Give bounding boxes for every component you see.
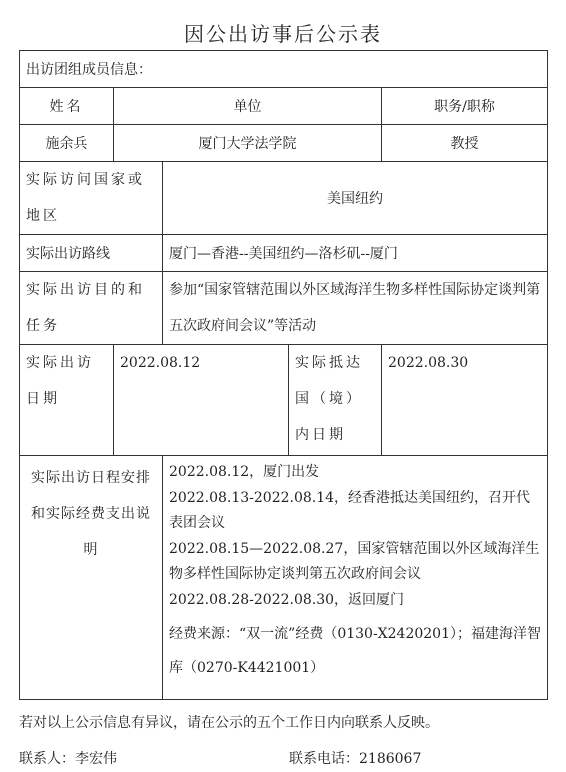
contact-person: 联系人：李宏伟 [19,751,117,767]
members-header: 出访团组成员信息： [20,51,548,88]
route-row [20,235,548,272]
country-value: 美国纽约 [163,162,548,235]
name-column-header: 姓名 [20,88,114,125]
member-row [20,125,548,162]
columns-header-row [20,88,548,125]
departure-date-label: 实际出访日期 [20,345,114,456]
route-label: 实际出访路线 [20,235,163,272]
unit-column-header: 单位 [114,88,382,125]
schedule-line-3: 2022.08.15—2022.08.27，国家管辖范围以外区域海洋生物多样性国际协定谈判第五次政府间会议 [169,540,540,582]
contact-phone: 联系电话：2186067 [289,751,422,767]
dates-row [20,345,548,456]
arrival-date-value: 2022.08.30 [382,345,548,456]
disclosure-table [19,50,548,700]
route-value: 厦门—香港--美国纽约—洛杉矶--厦门 [163,235,548,272]
schedule-label: 实际出访日程安排和实际经费支出说明 [20,456,163,700]
member-unit: 厦门大学法学院 [114,125,382,162]
purpose-value: 参加“国家管辖范围以外区域海洋生物多样性国际协定谈判第五次政府间会议”等活动 [163,272,548,345]
arrival-date-label: 实际抵达国（境）内日期 [289,345,382,456]
departure-date-value: 2022.08.12 [114,345,289,456]
schedule-line-4: 2022.08.28-2022.08.30，返回厦门 [169,591,405,608]
purpose-row [20,272,548,345]
schedule-line-2: 2022.08.13-2022.08.14，经香港抵达美国纽约，召开代表团会议 [169,489,531,531]
objection-notice: 若对以上公示信息有异议，请在公示的五个工作日内向联系人反映。 [19,715,439,731]
member-position: 教授 [382,125,548,162]
country-label: 实际访问国家或地区 [20,162,163,235]
contact-line [19,748,422,768]
member-name: 施余兵 [20,125,114,162]
funding-source: 经费来源：“双一流”经费（0130-X2420201）；福建海洋智库（0270-K4421001） [169,626,541,676]
position-column-header: 职务/职称 [382,88,548,125]
schedule-details [163,456,548,700]
schedule-line-1: 2022.08.12，厦门出发 [169,464,320,480]
members-header-row [20,51,548,88]
page-title: 因公出访事后公示表 [184,22,382,46]
country-row [20,162,548,235]
purpose-label: 实际出访目的和任务 [20,272,163,345]
schedule-row [20,456,548,700]
